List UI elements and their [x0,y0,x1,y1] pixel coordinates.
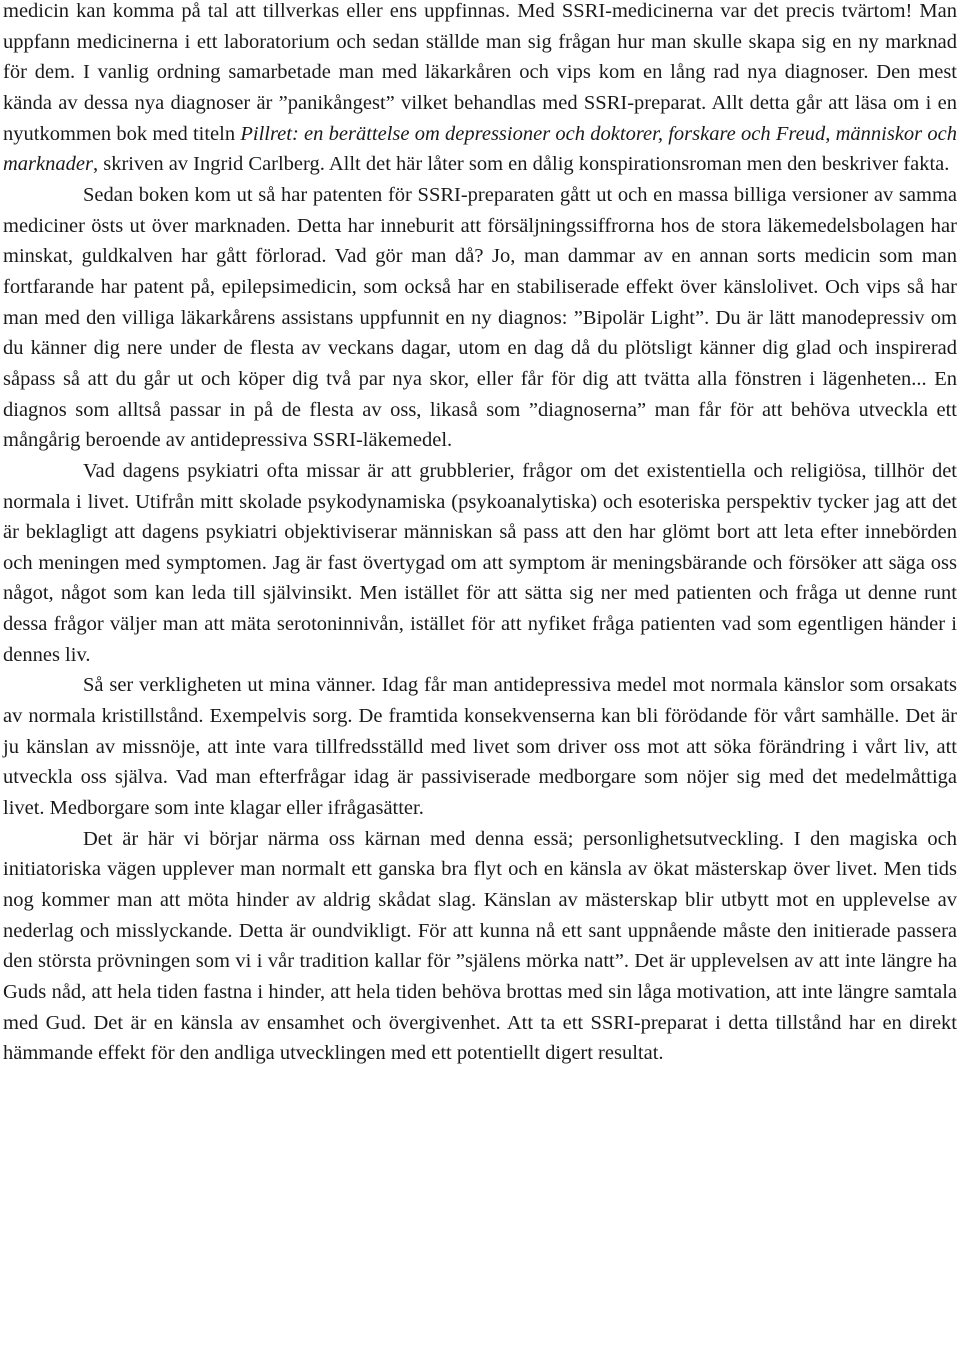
paragraph-text: Det är här vi börjar närma oss kärnan med denna essä; personlighetsutveckling. I den magiska och initiatoriska vägen upplever man normalt ett ganska bra flyt och en känsla av ökat mästerskap över livet. Men tids nog kommer man att möta hinder av aldrig skådat slag. Känslan av mästerskap blir utbytt mot en upplevelse av nederlag och misslyckande. Detta är oundvikligt. För att kunna nå ett sant uppnående måste den initierade passera den största prövningen som vi i vår tradition kallar för ”själens mörka natt”. Det är upplevelsen av att inte längre ha Guds nåd, att hela tiden fastna i hinder, att hela tiden behöva brottas med sin låga motivation, att inte längre samtala med Gud. Det är en känsla av ensamhet och övergivenhet. Att ta ett SSRI-preparat i detta tillstånd har en direkt hämmande effekt för den andliga utvecklingen med ett potentiellt digert resultat. [3,827,957,1065]
paragraph-text: , skriven av Ingrid Carlberg. Allt det här låter som en dålig konspirationsroman men den beskriver fakta. [92,153,950,176]
body-paragraph [3,0,957,180]
body-paragraph [3,180,957,456]
body-paragraph [3,456,957,671]
body-paragraph [3,670,957,823]
paragraph-text: Så ser verkligheten ut mina vänner. Idag får man antidepressiva medel mot normala känslor som orsakats av normala kristillstånd. Exempelvis sorg. De framtida konsekvenserna kan bli förödande för vårt samhälle. Det är ju känslan av missnöje, att inte vara tillfredsställd med livet som driver oss mot att söka förändring i vårt liv, att utveckla oss själva. Vad man efterfrågar idag är passiviserade medborgare som nöjer sig med det medelmåttiga livet. Medborgare som inte klagar eller ifrågasätter. [3,674,957,820]
paragraph-text: Vad dagens psykiatri ofta missar är att grubblerier, frågor om det existentiella och religiösa, tillhör det normala i livet. Utifrån mitt skolade psykodynamiska (psykoanalytiska) och esoteriska perspektiv tycker jag att det är beklagligt att dagens psykiatri objektiviserar människan så pass att den har glömt bort att leta efter innebörden och meningen med symptomen. Jag är fast övertygad om att symptom är meningsbärande och försöker att säga oss något, något som kan leda till självinsikt. Men istället för att sätta sig ner med patienten och fråga ut denne runt dessa frågor väljer man att mäta serotoninnivån, istället för att nyfiket fråga patienten vad som egentligen händer i dennes liv. [3,459,957,666]
body-paragraph [3,824,957,1069]
book-title-text: Pillret: en berättelse om depressioner och doktorer, forskare och Freud, människor och marknader [3,122,957,176]
paragraph-text: medicin kan komma på tal att tillverkas eller ens uppfinnas. Med SSRI-medicinerna var det precis tvärtom! Man uppfann medicinerna i ett laboratorium och sedan ställde man sig frågan hur man skulle skapa sig en ny marknad för dem. I vanlig ordning samarbetade man med läkarkåren och vips kom en lång rad nya diagnoser. Den mest kända av dessa nya diagnoser är ”panikångest” vilket behandlas med SSRI-preparat. Allt detta går att läsa om i en nyutkommen bok med titeln [3,0,957,145]
paragraph-text: Sedan boken kom ut så har patenten för SSRI-preparaten gått ut och en massa billiga versioner av samma mediciner östs ut över marknaden. Detta har inneburit att försäljningssiffrorna hos de stora läkemedelsbolagen har minskat, guldkalven har gått förlorad. Vad gör man då? Jo, man dammar av en annan sorts medicin som man fortfarande har patent på, epilepsimedicin, som också har en stabiliserade effekt över känslolivet. Och vips så har man med den villiga läkarkårens assistans uppfunnit en ny diagnos: ”Bipolär Light”. Du är lätt manodepressiv om du känner dig nere under de flesta av veckans dagar, utom en dag då du plötsligt känner dig glad och inspirerad såpass så att du går ut och köper dig två par nya skor, eller får för dig att tvätta alla fönstren i lägenheten... En diagnos som alltså passar in på de flesta av oss, likaså som ”diagnoserna” man får för att behöva utveckla ett mångårig beroende av antidepressiva SSRI-läkemedel. [3,183,957,452]
